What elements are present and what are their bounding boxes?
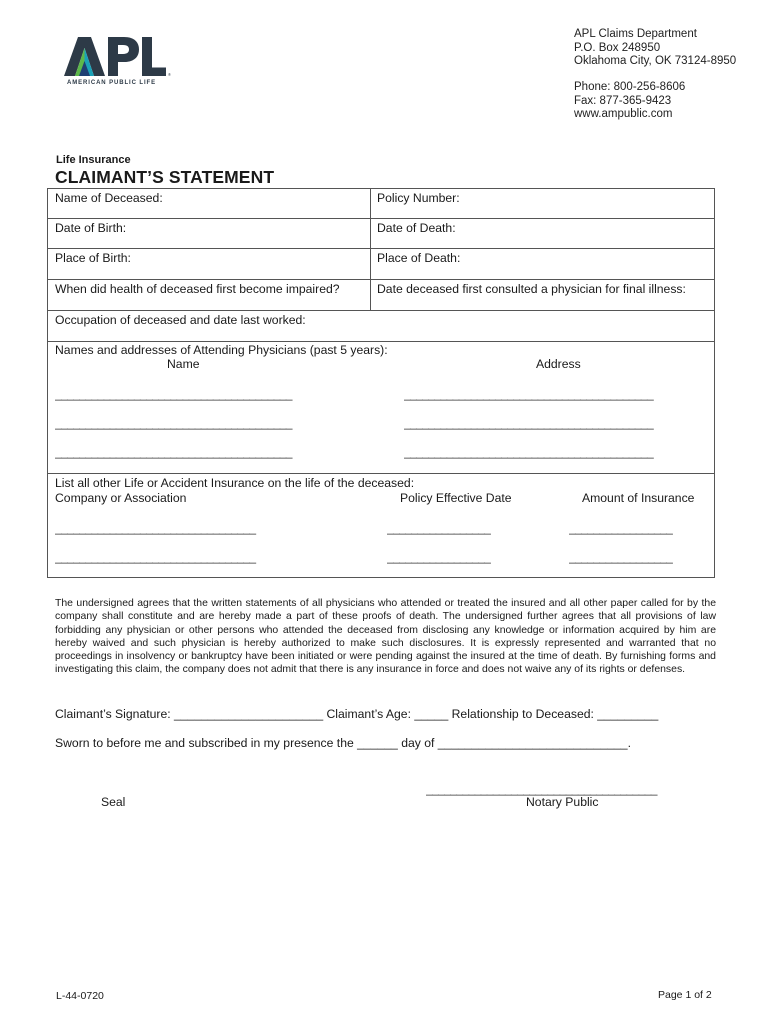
apl-logo [62,34,174,90]
city-state-zip: Oklahoma City, OK 73124-8950 [574,55,737,67]
effective-date-input[interactable]: _________________ [387,521,491,535]
company-input[interactable]: _________________________________ [55,521,256,535]
disclaimer-text: The undersigned agrees that the written statements of all physicians who attended or treated the insured and all other paper called for by the company shall constitute and are hereby made a part of these proofs of death. The undersigned further agrees that all provisions of law forbidding any physician or other persons who attended the deceased from disclosing any knowledge or information acquired by him are hereby waived and such physician is hereby authorized to make such disclosures. It is expressly represented and warranted that no proceedings in insolvency or bankruptcy have been initiated or were pending against the insured at the time of death. By furnishing forms and investigating this claim, the company does not admit that there is any insurance in force and does not waive any of its rights or defenses. [55,598,716,676]
row-divider [48,473,714,474]
document-category: Life Insurance [56,154,131,166]
health-impaired-field[interactable]: When did health of deceased first become impaired? [55,282,340,296]
physician-address-input[interactable]: _________________________________________ [404,445,654,459]
amount-header: Amount of Insurance [582,491,695,505]
po-box: P.O. Box 248950 [574,42,661,54]
claimant-signature-line[interactable]: Claimant’s Signature: ______________________ Claimant’s Age: _____ Relationship to Deceased: _________ [55,707,659,721]
sworn-statement-line[interactable]: Sworn to before me and subscribed in my presence the ______ day of ____________________________. [55,736,631,750]
row-divider [48,279,714,280]
physician-name-input[interactable]: _______________________________________ [55,445,292,459]
physician-address-input[interactable]: _________________________________________ [404,387,654,401]
claim-form-table [47,188,715,578]
column-divider [370,189,371,310]
amount-input[interactable]: _________________ [569,521,673,535]
row-divider [48,310,714,311]
physician-name-header: Name [167,357,200,371]
fax-number: Fax: 877-365-9423 [574,95,672,107]
claims-department: APL Claims Department [574,28,697,40]
form-code: L-44-0720 [56,990,104,1002]
row-divider [48,248,714,249]
notary-public-label: Notary Public [526,795,599,809]
physician-name-input[interactable]: _______________________________________ [55,416,292,430]
page-number: Page 1 of 2 [658,989,712,1001]
company-input[interactable]: _________________________________ [55,550,256,564]
name-of-deceased-field[interactable]: Name of Deceased: [55,191,163,205]
notary-signature-input[interactable]: ______________________________________ [426,782,657,796]
svg-text:®: ® [168,72,171,77]
physicians-heading: Names and addresses of Attending Physicians (past 5 years): [55,343,388,357]
other-insurance-heading: List all other Life or Accident Insurance on the life of the deceased: [55,476,415,490]
document-title: CLAIMANT’S STATEMENT [55,167,275,187]
effective-date-header: Policy Effective Date [400,491,512,505]
physician-consulted-field[interactable]: Date deceased first consulted a physician for final illness: [377,282,686,296]
seal-label: Seal [101,795,126,809]
website-link[interactable]: www.ampublic.com [574,108,673,120]
physician-address-header: Address [536,357,581,371]
physician-name-input[interactable]: _______________________________________ [55,387,292,401]
logo-tagline: AMERICAN PUBLIC LIFE [67,80,156,86]
policy-number-field[interactable]: Policy Number: [377,191,460,205]
occupation-field[interactable]: Occupation of deceased and date last worked: [55,313,306,327]
place-of-death-field[interactable]: Place of Death: [377,251,461,265]
row-divider [48,341,714,342]
effective-date-input[interactable]: _________________ [387,550,491,564]
date-of-death-field[interactable]: Date of Death: [377,221,456,235]
date-of-birth-field[interactable]: Date of Birth: [55,221,127,235]
row-divider [48,218,714,219]
physician-address-input[interactable]: _________________________________________ [404,416,654,430]
phone-number: Phone: 800-256-8606 [574,81,686,93]
company-header: Company or Association [55,491,187,505]
place-of-birth-field[interactable]: Place of Birth: [55,251,131,265]
amount-input[interactable]: _________________ [569,550,673,564]
